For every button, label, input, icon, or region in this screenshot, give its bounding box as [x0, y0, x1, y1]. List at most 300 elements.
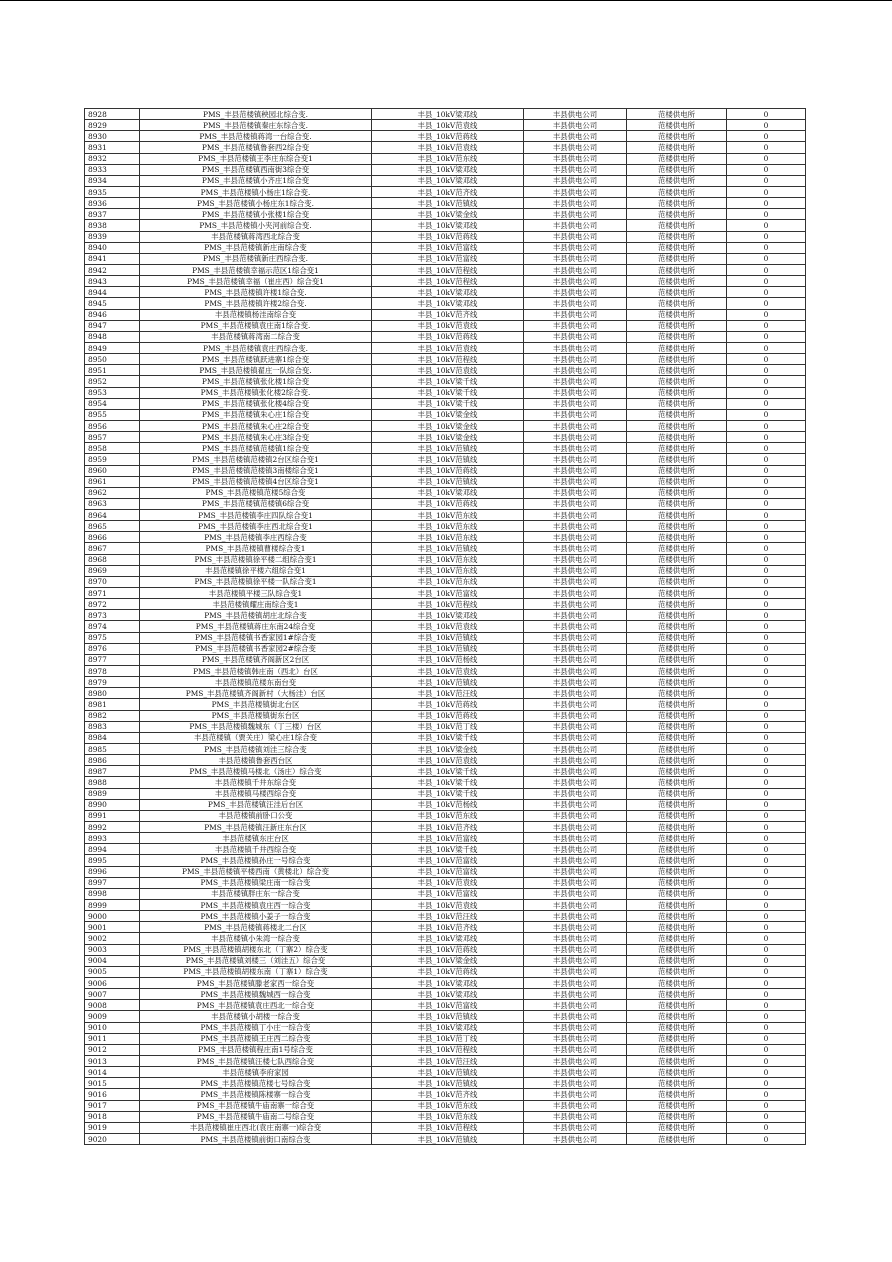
feeder-line: 丰县_10kV范袁线 [372, 621, 524, 632]
table-row [85, 298, 806, 309]
row-number: 8939 [85, 231, 140, 242]
table-row [85, 977, 806, 988]
line-name: 10kV范富线 [436, 254, 478, 264]
feeder-line: 丰县_10kV范蒋线 [372, 131, 524, 142]
row-number: 8949 [85, 342, 140, 353]
row-number: 8959 [85, 454, 140, 465]
table-row [85, 688, 806, 699]
row-number: 9009 [85, 1011, 140, 1022]
company: 丰县供电公司 [524, 621, 627, 632]
feeder-line: 丰县_10kV范程线 [372, 354, 524, 365]
line-name: 10kV梁千线 [436, 388, 478, 398]
feeder-line: 丰县_10kV梁邓线 [372, 298, 524, 309]
transformer-name: PMS_丰县范楼镇范楼镇6综合变 [140, 498, 372, 509]
county: 丰县 [417, 1123, 433, 1133]
county: 丰县 [417, 644, 433, 654]
row-number: 8978 [85, 666, 140, 677]
value: 0 [727, 1055, 806, 1066]
table-row [85, 153, 806, 164]
station: 范楼供电所 [627, 643, 727, 654]
transformer-name: PMS_丰县范楼镇西南街3综合变 [140, 164, 372, 175]
station: 范楼供电所 [627, 409, 727, 420]
transformer-name: PMS_丰县范楼镇街北台区 [140, 699, 372, 710]
company: 丰县供电公司 [524, 1078, 627, 1089]
company: 丰县供电公司 [524, 643, 627, 654]
table-row [85, 443, 806, 454]
table-row [85, 866, 806, 877]
transformer-name: PMS_丰县范楼镇许楼2综合变. [140, 298, 372, 309]
company: 丰县供电公司 [524, 666, 627, 677]
table-row [85, 610, 806, 621]
row-number: 8980 [85, 688, 140, 699]
company: 丰县供电公司 [524, 1000, 627, 1011]
company: 丰县供电公司 [524, 220, 627, 231]
table-row [85, 131, 806, 142]
transformer-name: PMS_丰县范楼镇蒋楼北二台区 [140, 922, 372, 933]
company: 丰县供电公司 [524, 543, 627, 554]
row-number: 9004 [85, 955, 140, 966]
row-number: 9013 [85, 1055, 140, 1066]
feeder-line: 丰县_10kV范富线 [372, 833, 524, 844]
feeder-line: 丰县_10kV范镇线 [372, 543, 524, 554]
table-row [85, 822, 806, 833]
company: 丰县供电公司 [524, 521, 627, 532]
line-name: 10kV范镇线 [436, 1067, 478, 1077]
row-number: 8965 [85, 521, 140, 532]
line-name: 10kV范镇线 [436, 1011, 478, 1021]
company: 丰县供电公司 [524, 966, 627, 977]
transformer-name: PMS_丰县范楼镇韩庄南（西北）台区 [140, 666, 372, 677]
station: 范楼供电所 [627, 1100, 727, 1111]
row-number: 8954 [85, 398, 140, 409]
table-row [85, 365, 806, 376]
line-name: 10kV梁邓线 [436, 610, 478, 620]
table-row [85, 888, 806, 899]
feeder-line: 丰县_10kV范齐线 [372, 186, 524, 197]
table-row [85, 1067, 806, 1078]
value: 0 [727, 677, 806, 688]
row-number: 9001 [85, 922, 140, 933]
transformer-name: PMS_丰县范楼镇范楼5综合变 [140, 487, 372, 498]
county: 丰县 [417, 343, 433, 353]
table-row [85, 543, 806, 554]
row-number: 8947 [85, 320, 140, 331]
transformer-name: 丰县范楼镇小朱湾一综合变 [140, 933, 372, 944]
transformer-name: PMS_丰县范楼镇范楼镇1综合变 [140, 443, 372, 454]
transformer-name: PMS_丰县范楼镇小夹河前综合变. [140, 220, 372, 231]
county: 丰县 [417, 789, 433, 799]
value: 0 [727, 822, 806, 833]
line-name: 10kV范程线 [436, 354, 478, 364]
table-row [85, 220, 806, 231]
row-number: 8934 [85, 175, 140, 186]
transformer-name: 丰县范楼镇徐平楼六组综合变1 [140, 565, 372, 576]
feeder-line: 丰县_10kV范东线 [372, 521, 524, 532]
feeder-line: 丰县_10kV范袁线 [372, 877, 524, 888]
line-name: 10kV梁邓线 [436, 176, 478, 186]
table-row [85, 955, 806, 966]
feeder-line: 丰县_10kV梁金线 [372, 409, 524, 420]
company: 丰县供电公司 [524, 432, 627, 443]
station: 范楼供电所 [627, 610, 727, 621]
row-number: 8993 [85, 833, 140, 844]
feeder-line: 丰县_10kV范蒋线 [372, 331, 524, 342]
station: 范楼供电所 [627, 320, 727, 331]
value: 0 [727, 654, 806, 665]
feeder-line: 丰县_10kV范齐线 [372, 1089, 524, 1100]
transformer-name: PMS_丰县范楼镇滕老家西一综合变 [140, 977, 372, 988]
value: 0 [727, 465, 806, 476]
county: 丰县 [417, 365, 433, 375]
table-row [85, 186, 806, 197]
line-name: 10kV梁邓线 [436, 220, 478, 230]
table-row [85, 911, 806, 922]
row-number: 8979 [85, 677, 140, 688]
value: 0 [727, 699, 806, 710]
company: 丰县供电公司 [524, 153, 627, 164]
value: 0 [727, 621, 806, 632]
transformer-name: 丰县范楼镇千井西综合变 [140, 844, 372, 855]
value: 0 [727, 966, 806, 977]
value: 0 [727, 365, 806, 376]
transformer-name: PMS_丰县范楼镇张化楼2综合变. [140, 387, 372, 398]
company: 丰县供电公司 [524, 944, 627, 955]
company: 丰县供电公司 [524, 1011, 627, 1022]
station: 范楼供电所 [627, 710, 727, 721]
table-row [85, 521, 806, 532]
transformer-name: PMS_丰县范楼镇跃进寨1综合变 [140, 354, 372, 365]
row-number: 8943 [85, 276, 140, 287]
station: 范楼供电所 [627, 844, 727, 855]
row-number: 8928 [85, 109, 140, 120]
station: 范楼供电所 [627, 120, 727, 131]
row-number: 8937 [85, 209, 140, 220]
line-name: 10kV范镇线 [436, 677, 478, 687]
county: 丰县 [417, 1134, 433, 1144]
company: 丰县供电公司 [524, 1067, 627, 1078]
county: 丰县 [417, 889, 433, 899]
table-row [85, 699, 806, 710]
feeder-line: 丰县_10kV梁邓线 [372, 989, 524, 1000]
table-row [85, 287, 806, 298]
station: 范楼供电所 [627, 398, 727, 409]
row-number: 8997 [85, 877, 140, 888]
table-row [85, 576, 806, 587]
table-row [85, 354, 806, 365]
table-row [85, 465, 806, 476]
transformer-name: PMS_丰县范楼镇丁小庄一综合变 [140, 1022, 372, 1033]
feeder-line: 丰县_10kV梁千线 [372, 766, 524, 777]
value: 0 [727, 788, 806, 799]
row-number: 8946 [85, 309, 140, 320]
transformer-name: PMS_丰县范楼镇范楼镇4台区综合变1 [140, 476, 372, 487]
table-row [85, 833, 806, 844]
feeder-line: 丰县_10kV范袁线 [372, 320, 524, 331]
row-number: 8951 [85, 365, 140, 376]
table-row [85, 331, 806, 342]
row-number: 9002 [85, 933, 140, 944]
line-name: 10kV梁千线 [436, 844, 478, 854]
company: 丰县供电公司 [524, 209, 627, 220]
value: 0 [727, 320, 806, 331]
line-name: 10kV范袁线 [436, 365, 478, 375]
transformer-name: PMS_丰县范楼镇幸福示范区1综合变1 [140, 264, 372, 275]
station: 范楼供电所 [627, 766, 727, 777]
station: 范楼供电所 [627, 1089, 727, 1100]
line-name: 10kV梁邓线 [436, 1023, 478, 1033]
transformer-name: PMS_丰县范楼镇袁庄西北一综合变 [140, 1000, 372, 1011]
company: 丰县供电公司 [524, 911, 627, 922]
transformer-name: PMS_丰县范楼镇李庄四队综合变1 [140, 510, 372, 521]
county: 丰县 [417, 544, 433, 554]
line-name: 10kV范镇线 [436, 477, 478, 487]
company: 丰县供电公司 [524, 755, 627, 766]
line-name: 10kV范富线 [436, 867, 478, 877]
station: 范楼供电所 [627, 153, 727, 164]
row-number: 8960 [85, 465, 140, 476]
feeder-line: 丰县_10kV梁邓线 [372, 164, 524, 175]
table-row [85, 1089, 806, 1100]
line-name: 10kV范东线 [436, 566, 478, 576]
row-number: 8940 [85, 242, 140, 253]
table-body [85, 109, 806, 1145]
station: 范楼供电所 [627, 220, 727, 231]
feeder-line: 丰县_10kV范东线 [372, 576, 524, 587]
company: 丰县供电公司 [524, 409, 627, 420]
value: 0 [727, 264, 806, 275]
feeder-line: 丰县_10kV范袁线 [372, 666, 524, 677]
value: 0 [727, 109, 806, 120]
county: 丰县 [417, 488, 433, 498]
table-row [85, 643, 806, 654]
feeder-line: 丰县_10kV梁金线 [372, 955, 524, 966]
transformer-name: PMS_丰县范楼镇孙庄一号综合变 [140, 855, 372, 866]
station: 范楼供电所 [627, 242, 727, 253]
county: 丰县 [417, 588, 433, 598]
company: 丰县供电公司 [524, 1100, 627, 1111]
station: 范楼供电所 [627, 966, 727, 977]
company: 丰县供电公司 [524, 1133, 627, 1144]
feeder-line: 丰县_10kV范东线 [372, 532, 524, 543]
feeder-line: 丰县_10kV范袁线 [372, 342, 524, 353]
row-number: 8994 [85, 844, 140, 855]
county: 丰县 [417, 376, 433, 386]
county: 丰县 [417, 956, 433, 966]
transformer-name: PMS_丰县范楼镇秧园北综合变. [140, 109, 372, 120]
transformer-name: 丰县范楼镇胖庄东一综合变 [140, 888, 372, 899]
company: 丰县供电公司 [524, 899, 627, 910]
value: 0 [727, 398, 806, 409]
line-name: 10kV范富线 [436, 833, 478, 843]
station: 范楼供电所 [627, 699, 727, 710]
station: 范楼供电所 [627, 532, 727, 543]
transformer-name: PMS_丰县范楼镇幸福（崔庄西）综合变1 [140, 276, 372, 287]
value: 0 [727, 432, 806, 443]
table-row [85, 755, 806, 766]
county: 丰县 [417, 232, 433, 242]
row-number: 8973 [85, 610, 140, 621]
station: 范楼供电所 [627, 1067, 727, 1078]
value: 0 [727, 877, 806, 888]
company: 丰县供电公司 [524, 142, 627, 153]
table-row [85, 320, 806, 331]
feeder-line: 丰县_10kV梁千线 [372, 844, 524, 855]
feeder-line: 丰县_10kV范丁线 [372, 1033, 524, 1044]
line-name: 10kV范袁线 [436, 622, 478, 632]
company: 丰县供电公司 [524, 109, 627, 120]
table-row [85, 666, 806, 677]
feeder-line: 丰县_10kV范富线 [372, 888, 524, 899]
transformer-name: PMS_丰县范楼镇范楼镇2台区综合变1 [140, 454, 372, 465]
line-name: 10kV范东线 [436, 532, 478, 542]
value: 0 [727, 911, 806, 922]
feeder-line: 丰县_10kV范富线 [372, 242, 524, 253]
feeder-line: 丰县_10kV范镇线 [372, 643, 524, 654]
county: 丰县 [417, 165, 433, 175]
transformer-name: 丰县范楼镇蒋湾西北综合变 [140, 231, 372, 242]
value: 0 [727, 844, 806, 855]
line-name: 10kV范富线 [436, 1000, 478, 1010]
row-number: 8970 [85, 576, 140, 587]
county: 丰县 [417, 254, 433, 264]
table-row [85, 209, 806, 220]
feeder-line: 丰县_10kV梁金线 [372, 209, 524, 220]
value: 0 [727, 888, 806, 899]
feeder-line: 丰县_10kV范蒋线 [372, 966, 524, 977]
feeder-line: 丰县_10kV梁千线 [372, 777, 524, 788]
company: 丰县供电公司 [524, 498, 627, 509]
value: 0 [727, 666, 806, 677]
county: 丰县 [417, 722, 433, 732]
value: 0 [727, 710, 806, 721]
table-row [85, 510, 806, 521]
company: 丰县供电公司 [524, 1055, 627, 1066]
transformer-name: 丰县范楼镇小胡楼一综合变 [140, 1011, 372, 1022]
county: 丰县 [417, 1089, 433, 1099]
line-name: 10kV梁邓线 [436, 298, 478, 308]
station: 范楼供电所 [627, 989, 727, 1000]
company: 丰县供电公司 [524, 632, 627, 643]
county: 丰县 [417, 1078, 433, 1088]
line-name: 10kV范汪线 [436, 911, 478, 921]
value: 0 [727, 989, 806, 1000]
line-name: 10kV梁千线 [436, 778, 478, 787]
company: 丰县供电公司 [524, 710, 627, 721]
company: 丰县供电公司 [524, 610, 627, 621]
county: 丰县 [417, 778, 433, 787]
line-name: 10kV梁千线 [436, 789, 478, 799]
company: 丰县供电公司 [524, 510, 627, 521]
feeder-line: 丰县_10kV范程线 [372, 276, 524, 287]
company: 丰县供电公司 [524, 387, 627, 398]
table-row [85, 922, 806, 933]
company: 丰县供电公司 [524, 320, 627, 331]
company: 丰县供电公司 [524, 420, 627, 431]
row-number: 9003 [85, 944, 140, 955]
line-name: 10kV范镇线 [436, 644, 478, 654]
line-name: 10kV范蒋线 [436, 332, 478, 342]
table-row [85, 1078, 806, 1089]
county: 丰县 [417, 1056, 433, 1066]
line-name: 10kV范程线 [436, 276, 478, 286]
row-number: 8938 [85, 220, 140, 231]
value: 0 [727, 443, 806, 454]
county: 丰县 [417, 978, 433, 988]
line-name: 10kV范镇线 [436, 1134, 478, 1144]
company: 丰县供电公司 [524, 688, 627, 699]
transformer-name: 丰县范楼镇平楼三队综合变1 [140, 588, 372, 599]
county: 丰县 [417, 577, 433, 587]
company: 丰县供电公司 [524, 532, 627, 543]
line-name: 10kV梁金线 [436, 744, 478, 754]
transformer-name: PMS_丰县范楼镇汪新庄东台区 [140, 822, 372, 833]
county: 丰县 [417, 1000, 433, 1010]
value: 0 [727, 866, 806, 877]
table-row [85, 855, 806, 866]
station: 范楼供电所 [627, 1078, 727, 1089]
county: 丰县 [417, 131, 433, 141]
table-row [85, 944, 806, 955]
value: 0 [727, 1044, 806, 1055]
transformer-name: PMS_丰县范楼镇蒋湾一台综合变. [140, 131, 372, 142]
row-number: 8981 [85, 699, 140, 710]
transformer-name: PMS_丰县范楼镇汪洼后台区 [140, 799, 372, 810]
row-number: 8990 [85, 799, 140, 810]
company: 丰县供电公司 [524, 231, 627, 242]
table-row [85, 632, 806, 643]
table-row [85, 109, 806, 120]
table-row [85, 1111, 806, 1122]
value: 0 [727, 744, 806, 755]
feeder-line: 丰县_10kV范镇线 [372, 632, 524, 643]
station: 范楼供电所 [627, 1000, 727, 1011]
line-name: 10kV范东线 [436, 1101, 478, 1111]
feeder-line: 丰县_10kV范蒋线 [372, 699, 524, 710]
row-number: 9008 [85, 1000, 140, 1011]
company: 丰县供电公司 [524, 398, 627, 409]
station: 范楼供电所 [627, 1055, 727, 1066]
feeder-line: 丰县_10kV范东线 [372, 565, 524, 576]
feeder-line: 丰县_10kV范程线 [372, 599, 524, 610]
county: 丰县 [417, 1112, 433, 1122]
transformer-name: PMS_丰县范楼镇魏城东（丁三楼）台区 [140, 721, 372, 732]
table-row [85, 554, 806, 565]
station: 范楼供电所 [627, 253, 727, 264]
station: 范楼供电所 [627, 788, 727, 799]
company: 丰县供电公司 [524, 554, 627, 565]
value: 0 [727, 688, 806, 699]
station: 范楼供电所 [627, 1033, 727, 1044]
feeder-line: 丰县_10kV梁千线 [372, 376, 524, 387]
table-row [85, 242, 806, 253]
company: 丰县供电公司 [524, 264, 627, 275]
county: 丰县 [417, 733, 433, 743]
company: 丰县供电公司 [524, 198, 627, 209]
line-name: 10kV范镇线 [436, 198, 478, 208]
value: 0 [727, 755, 806, 766]
transformer-name: PMS_丰县范楼镇魏城西一综合变 [140, 989, 372, 1000]
county: 丰县 [417, 388, 433, 398]
feeder-line: 丰县_10kV范程线 [372, 1044, 524, 1055]
feeder-line: 丰县_10kV梁邓线 [372, 175, 524, 186]
county: 丰县 [417, 120, 433, 130]
line-name: 10kV范齐线 [436, 310, 478, 320]
station: 范楼供电所 [627, 109, 727, 120]
value: 0 [727, 922, 806, 933]
county: 丰县 [417, 1023, 433, 1033]
county: 丰县 [417, 220, 433, 230]
transformer-name: PMS_丰县范楼镇刘洼三综合变 [140, 744, 372, 755]
